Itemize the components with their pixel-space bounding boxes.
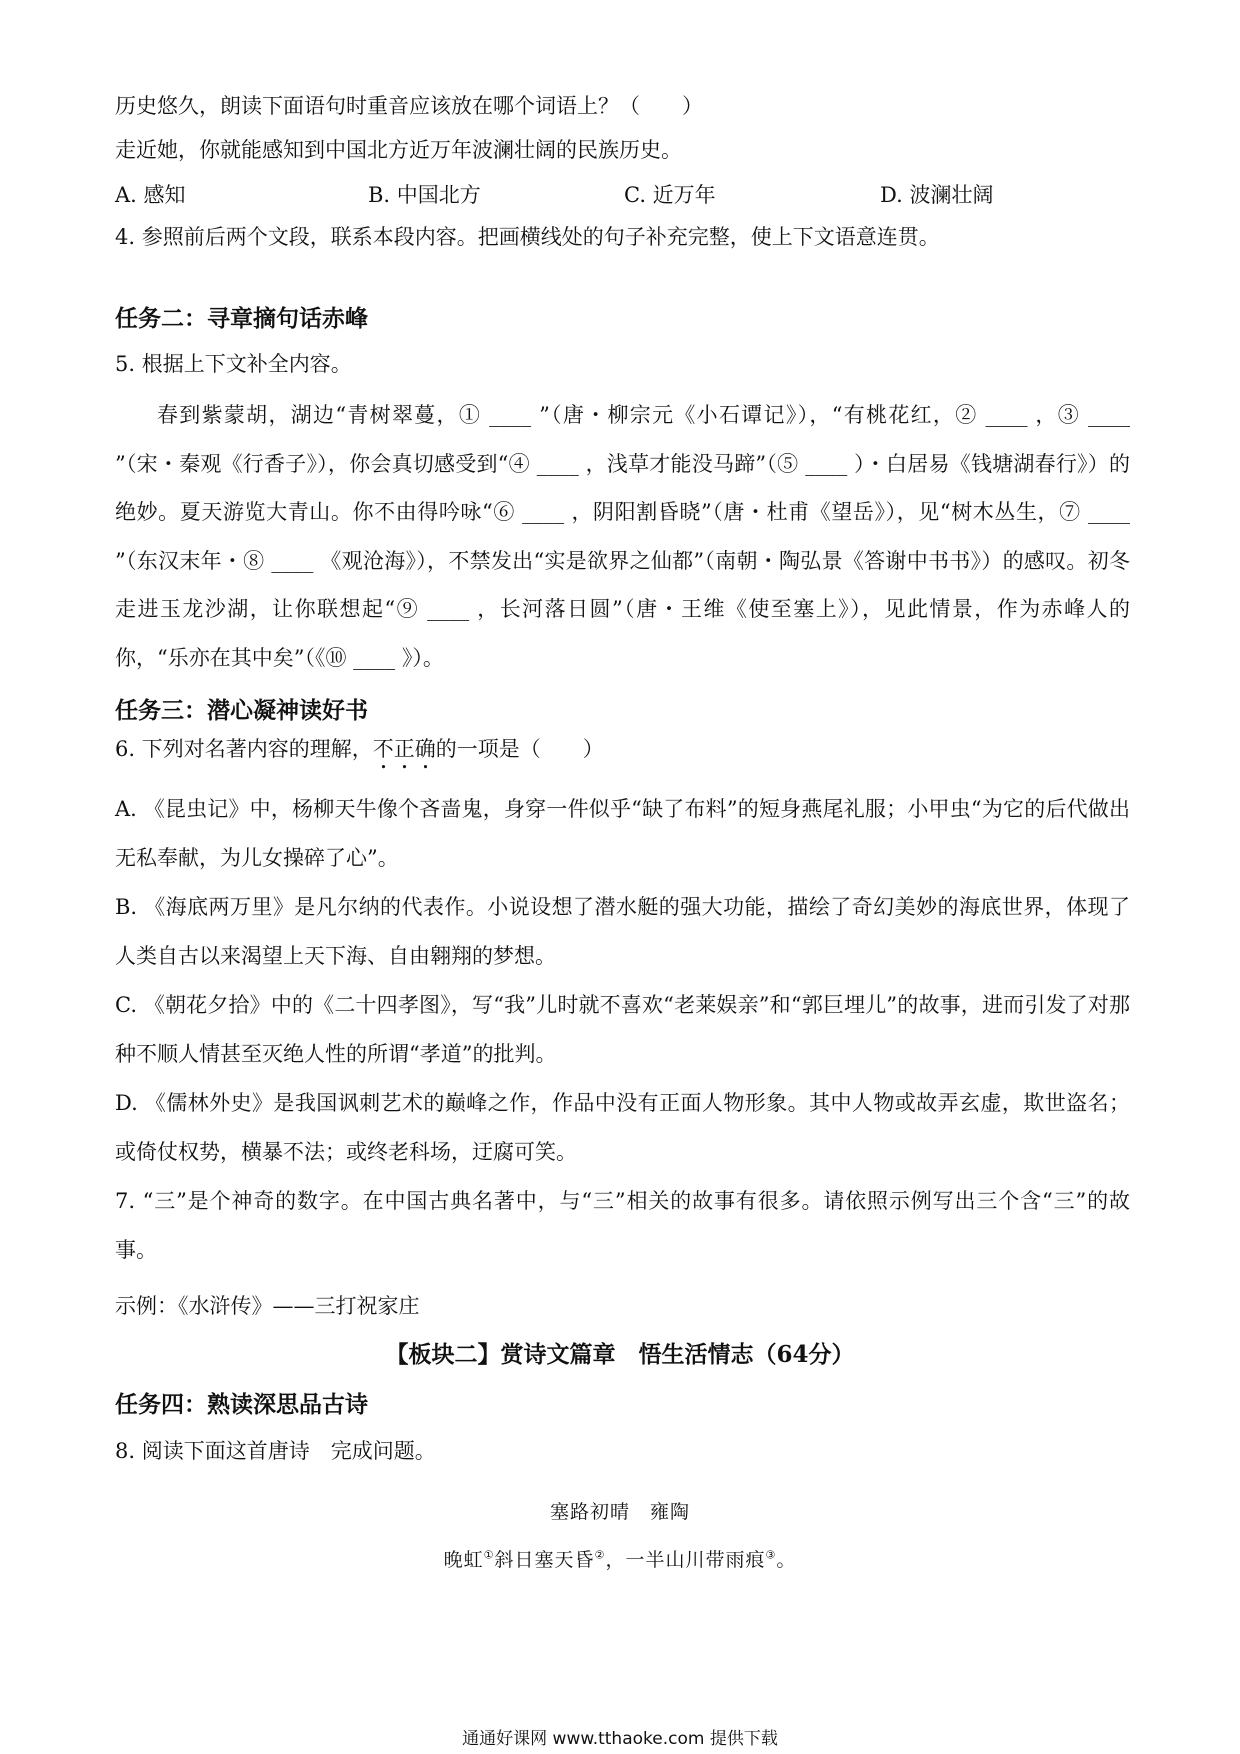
q6-emphasis: 不正确 xyxy=(372,737,436,761)
q6-option-d: D. 《儒林外史》是我国讽刺艺术的巅峰之作，作品中没有正面人物形象。其中人物或故弄玄虚，欺世盗名；或倚仗权势，横暴不法；或终老科场，迂腐可笑。 xyxy=(115,1091,1130,1164)
poem-title: 塞路初晴 雍陶 xyxy=(549,1501,690,1523)
q6-suffix: 的一项是（ ） xyxy=(435,737,604,761)
q5-prompt: 5. 根据上下文补全内容。 xyxy=(115,352,352,376)
q3-option-c: C. 近万年 xyxy=(624,183,716,207)
q5-body: 春到紫蒙胡，湖边“青树翠蔓，① ____ ”（唐・柳宗元《小石谭记》），“有桃花红，② ____ ，③ ____ ”（宋・秦观《行香子》），你会真切感受到“④ ____ ，浅草才能没马蹄”（⑤ ____ ）・白居易《钱塘湖春行》）的绝妙。夏天游览大青山。你不由得吟咏“⑥ ____ ，阴阳割昏晓”（唐・杜甫《望岳》），见“树木丛生，⑦ ____ ”（东汉末年・⑧ ____ 《观沧海》），不禁发出“实是欲界之仙都”（南朝・陶弘景《答谢中书书》）的感叹。初冬走进玉龙沙湖，让你联想起“⑨ ____ ，长河落日圆”（唐・王维《使至塞上》），见此情景，作为赤峰人的你，“乐亦在其中矣”（《⑩ ____ 》）。 xyxy=(115,403,1130,670)
q3-option-b: B. 中国北方 xyxy=(368,183,481,207)
q3-sentence: 走近她，你就能感知到中国北方近万年波澜壮阔的民族历史。 xyxy=(115,138,682,162)
task3-title: 任务三：潜心凝神读好书 xyxy=(115,697,368,724)
q6-option-a: A. 《昆虫记》中，杨柳天牛像个吝啬鬼，身穿一件似乎“缺了布料”的短身燕尾礼服；小甲虫“为它的后代做出无私奉献，为儿女操碎了心”。 xyxy=(115,797,1130,870)
block2-title: 【板块二】赏诗文篇章 悟生活情志（64分） xyxy=(385,1341,855,1368)
task4-title: 任务四：熟读深思品古诗 xyxy=(115,1391,368,1418)
poem-line xyxy=(0,1545,1240,1572)
q7-example: 示例：《水浒传》——三打祝家庄 xyxy=(115,1294,420,1318)
q6-option-c: C. 《朝花夕拾》中的《二十四孝图》，写“我”儿时就不喜欢“老莱娱亲”和“郭巨埋儿”的故事，进而引发了对那种不顺人情甚至灭绝人性的所谓“孝道”的批判。 xyxy=(115,993,1130,1066)
q3-option-a: A. 感知 xyxy=(115,183,186,207)
poem-text: 晚虹 xyxy=(443,1549,484,1571)
q6-prompt xyxy=(115,734,604,774)
poem-text: ，一半山川带雨痕 xyxy=(605,1549,766,1571)
q4-text: 4. 参照前后两个文段，联系本段内容。把画横线处的句子补充完整，使上下文语意连贯。 xyxy=(115,225,940,249)
footnote-marker: ① xyxy=(483,1548,495,1562)
page-footer: 通通好课网 www.tthaoke.com 提供下载 xyxy=(462,1729,778,1749)
q3-option-d: D. 波澜壮阔 xyxy=(880,183,994,207)
footnote-marker: ③ xyxy=(765,1548,777,1562)
q7-text: 7. “三”是个神奇的数字。在中国古典名著中，与“三”相关的故事有很多。请依照示例写出三个含“三”的故事。 xyxy=(115,1189,1130,1262)
q8-prompt: 8. 阅读下面这首唐诗 完成问题。 xyxy=(115,1439,436,1463)
q6-prefix: 6. 下列对名著内容的理解， xyxy=(115,737,373,761)
poem-text: 。 xyxy=(776,1549,797,1571)
task2-title: 任务二：寻章摘句话赤峰 xyxy=(115,305,368,332)
poem-text: 斜日塞天昏 xyxy=(494,1549,595,1571)
q6-option-b: B. 《海底两万里》是凡尔纳的代表作。小说设想了潜水艇的强大功能，描绘了奇幻美妙的海底世界，体现了人类自古以来渴望上天下海、自由翱翔的梦想。 xyxy=(115,895,1130,968)
footnote-marker: ② xyxy=(594,1548,606,1562)
q3-prompt: 历史悠久，朗读下面语句时重音应该放在哪个词语上？（ ） xyxy=(115,94,703,118)
